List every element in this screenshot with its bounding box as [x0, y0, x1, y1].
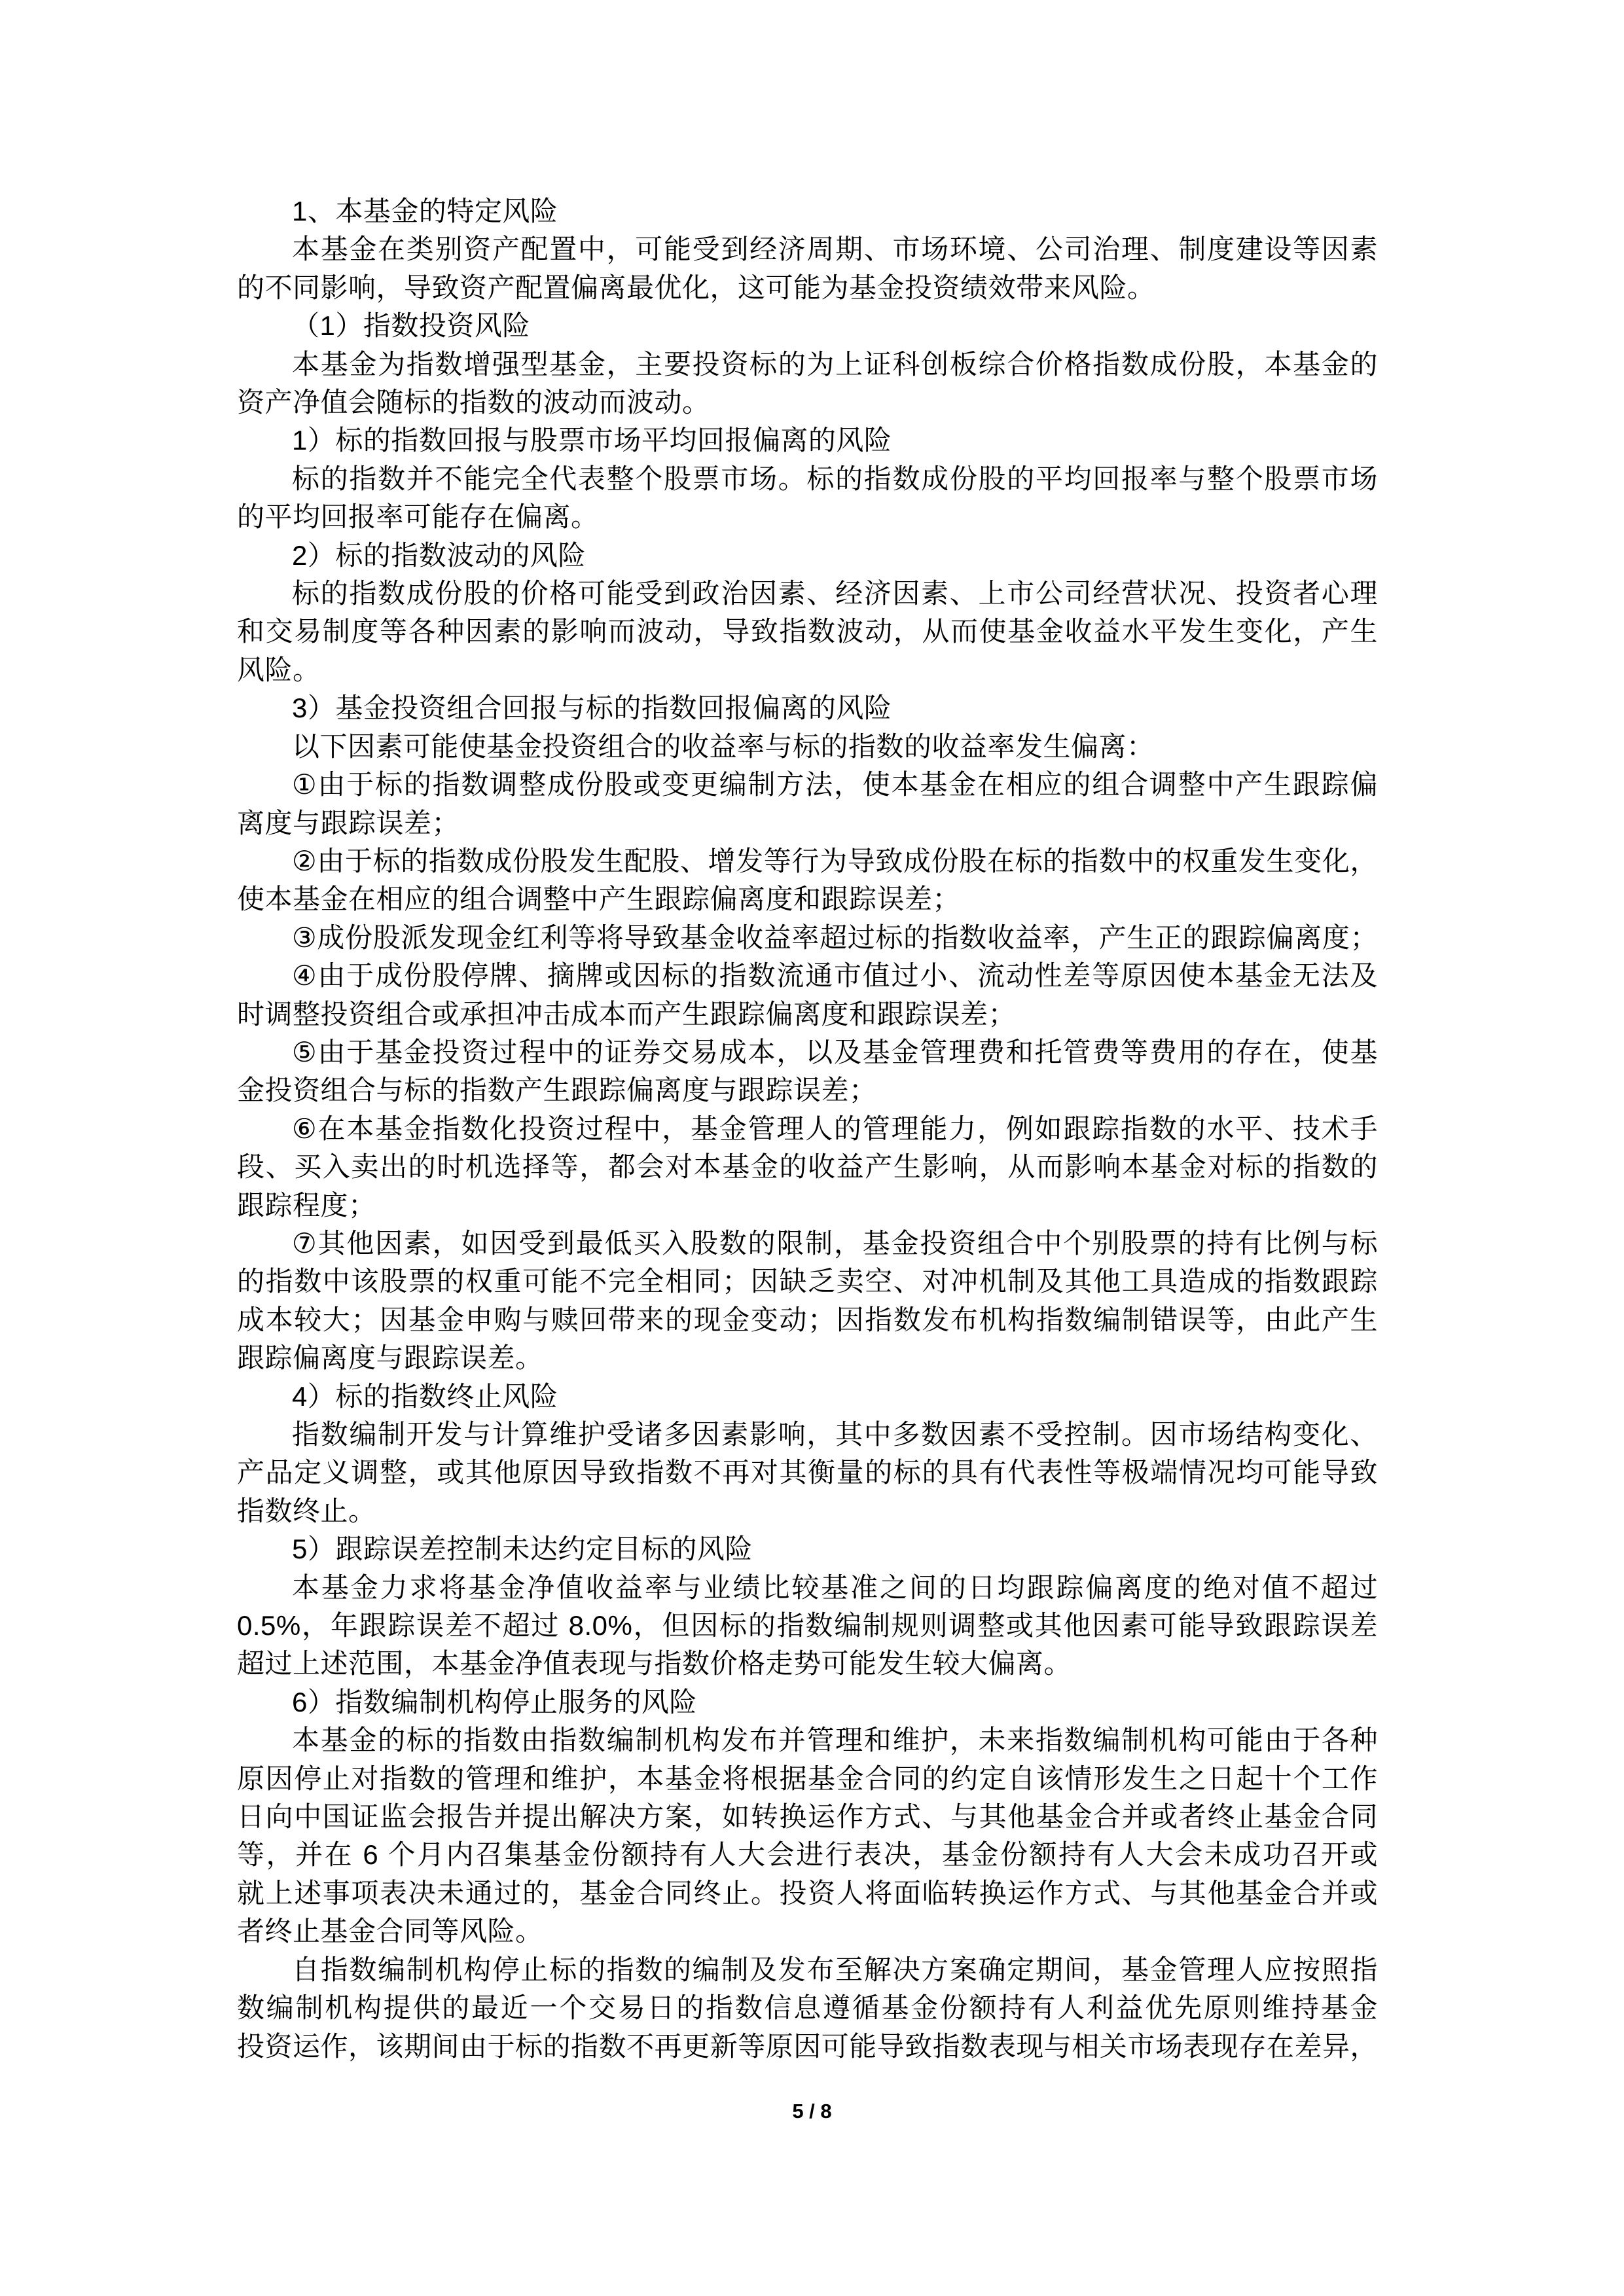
text-line: 段、买入卖出的时机选择等，都会对本基金的收益产生影响，从而影响本基金对标的指数的: [237, 1151, 1378, 1183]
text-line: ①由于标的指数调整成份股或变更编制方法，使本基金在相应的组合调整中产生跟踪偏: [292, 769, 1378, 800]
text-line: 的不同影响，导致资产配置偏离最优化，这可能为基金投资绩效带来风险。: [237, 272, 1155, 303]
text-line: 2）标的指数波动的风险: [292, 539, 586, 571]
text-line: 0.5%，年跟踪误差不超过 8.0%，但因标的指数编制规则调整或其他因素可能导致跟踪误差: [237, 1610, 1378, 1641]
text-line: ②由于标的指数成份股发生配股、增发等行为导致成份股在标的指数中的权重发生变化，: [292, 845, 1378, 876]
text-line: 离度与跟踪误差；: [237, 807, 460, 838]
text-line: ⑥在本基金指数化投资过程中，基金管理人的管理能力，例如跟踪指数的水平、技术手: [292, 1113, 1378, 1144]
text-line: 3）基金投资组合回报与标的指数回报偏离的风险: [292, 692, 892, 724]
text-line: 的平均回报率可能存在偏离。: [237, 501, 599, 533]
text-line: 使本基金在相应的组合调整中产生跟踪偏离度和跟踪误差；: [237, 884, 961, 915]
text-line: 1、本基金的特定风险: [292, 196, 558, 226]
text-line: 以下因素可能使基金投资组合的收益率与标的指数的收益率发生偏离：: [292, 730, 1155, 762]
text-line: 时调整投资组合或承担冲击成本而产生跟踪偏离度和跟踪误差；: [237, 998, 1017, 1030]
text-line: 1）标的指数回报与股票市场平均回报偏离的风险: [292, 425, 892, 456]
text-line: 本基金的标的指数由指数编制机构发布并管理和维护，未来指数编制机构可能由于各种: [292, 1725, 1378, 1756]
text-line: 跟踪程度；: [237, 1189, 376, 1221]
text-line: 6）指数编制机构停止服务的风险: [292, 1686, 697, 1717]
text-line: ④由于成份股停牌、摘牌或因标的指数流通市值过小、流动性差等原因使本基金无法及: [292, 960, 1378, 992]
text-line: ⑦其他因素，如因受到最低买入股数的限制，基金投资组合中个别股票的持有比例与标: [292, 1227, 1378, 1259]
text-line: 标的指数并不能完全代表整个股票市场。标的指数成份股的平均回报率与整个股票市场: [292, 463, 1378, 494]
document-body: [237, 192, 1378, 2066]
text-line: 者终止基金合同等风险。: [237, 1916, 543, 1947]
text-line: 本基金在类别资产配置中，可能受到经济周期、市场环境、公司治理、制度建设等因素: [292, 234, 1378, 265]
text-line: 跟踪偏离度与跟踪误差。: [237, 1342, 543, 1374]
text-line: 产品定义调整，或其他原因导致指数不再对其衡量的标的具有代表性等极端情况均可能导致: [237, 1457, 1378, 1488]
text-line: 就上述事项表决未通过的，基金合同终止。投资人将面临转换运作方式、与其他基金合并或: [237, 1877, 1378, 1909]
text-line: 本基金力求将基金净值收益率与业绩比较基准之间的日均跟踪偏离度的绝对值不超过: [292, 1571, 1378, 1603]
text-line: 和交易制度等各种因素的影响而波动，导致指数波动，从而使基金收益水平发生变化，产生: [237, 616, 1378, 647]
text-line: 本基金为指数增强型基金，主要投资标的为上证科创板综合价格指数成份股，本基金的: [292, 348, 1378, 380]
text-line: （1）指数投资风险: [292, 310, 530, 342]
text-line: 的指数中该股票的权重可能不完全相同；因缺乏卖空、对冲机制及其他工具造成的指数跟踪: [237, 1266, 1378, 1297]
text-line: 风险。: [237, 654, 321, 685]
text-line: 数编制机构提供的最近一个交易日的指数信息遵循基金份额持有人利益优先原则维持基金: [237, 1992, 1378, 2024]
page-number: 5 / 8: [792, 2100, 832, 2123]
text-line: 指数终止。: [237, 1495, 376, 1526]
text-line: 标的指数成份股的价格可能受到政治因素、经济因素、上市公司经营状况、投资者心理: [292, 578, 1378, 609]
text-line: 资产净值会随标的指数的波动而波动。: [237, 387, 710, 418]
text-line: 超过上述范围，本基金净值表现与指数价格走势可能发生较大偏离。: [237, 1648, 1072, 1679]
text-line: 金投资组合与标的指数产生跟踪偏离度与跟踪误差；: [237, 1075, 877, 1106]
text-line: 原因停止对指数的管理和维护，本基金将根据基金合同的约定自该情形发生之日起十个工作: [237, 1763, 1378, 1794]
text-line: 4）标的指数终止风险: [292, 1380, 558, 1412]
text-line: 5）跟踪误差控制未达约定目标的风险: [292, 1534, 753, 1565]
text-line: 指数编制开发与计算维护受诸多因素影响，其中多数因素不受控制。因市场结构变化、: [292, 1419, 1378, 1450]
text-line: ③成份股派发现金红利等将导致基金收益率超过标的指数收益率，产生正的跟踪偏离度；: [292, 922, 1378, 953]
text-line: ⑤由于基金投资过程中的证券交易成本，以及基金管理费和托管费等费用的存在，使基: [292, 1036, 1378, 1067]
text-line: 等，并在 6 个月内召集基金份额持有人大会进行表决，基金份额持有人大会未成功召开或: [237, 1839, 1378, 1871]
text-line: 成本较大；因基金申购与赎回带来的现金变动；因指数发布机构指数编制错误等，由此产生: [237, 1304, 1378, 1335]
text-line: 投资运作，该期间由于标的指数不再更新等原因可能导致指数表现与相关市场表现存在差异，: [237, 2030, 1378, 2062]
text-line: 自指数编制机构停止标的指数的编制及发布至解决方案确定期间，基金管理人应按照指: [292, 1954, 1378, 1985]
text-line: 日向中国证监会报告并提出解决方案，如转换运作方式、与其他基金合并或者终止基金合同: [237, 1801, 1378, 1833]
